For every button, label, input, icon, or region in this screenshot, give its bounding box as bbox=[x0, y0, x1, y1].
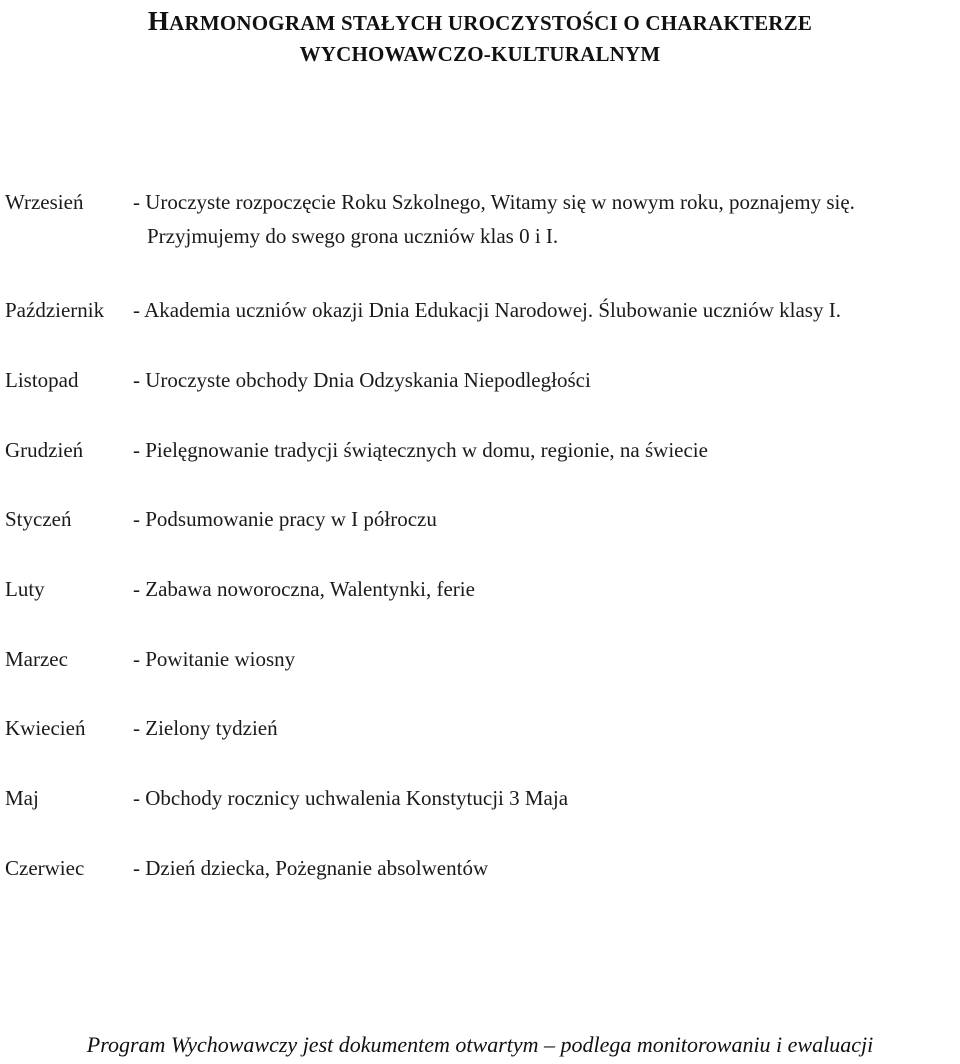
document-title-line-1 bbox=[0, 6, 960, 37]
month-label: Październik bbox=[5, 298, 105, 322]
month-label: Marzec bbox=[5, 647, 68, 671]
event-line: - Akademia uczniów okazji Dnia Edukacji Narodowej. Ślubowanie uczniów klasy I. bbox=[133, 298, 841, 322]
month-label: Maj bbox=[5, 786, 39, 810]
document-title-line-2: WYCHOWAWCZO-KULTURALNYM bbox=[299, 42, 661, 66]
event-text bbox=[133, 781, 955, 815]
event-text bbox=[133, 642, 955, 676]
month-label: Wrzesień bbox=[5, 190, 84, 214]
event-text bbox=[133, 293, 955, 327]
month-label: Grudzień bbox=[5, 438, 84, 462]
title-text-1: ARMONOGRAM STAŁYCH UROCZYSTOŚCI O CHARAKTERZE bbox=[169, 11, 813, 35]
event-line: - Powitanie wiosny bbox=[133, 647, 296, 671]
event-text bbox=[133, 502, 955, 536]
event-line: - Obchody rocznicy uchwalenia Konstytucji 3 Maja bbox=[133, 786, 569, 810]
event-line: - Podsumowanie pracy w I półroczu bbox=[133, 507, 437, 531]
event-line: - Pielęgnowanie tradycji świątecznych w domu, regionie, na świecie bbox=[133, 438, 708, 462]
event-line: - Zabawa noworoczna, Walentynki, ferie bbox=[133, 577, 475, 601]
month-label: Luty bbox=[5, 577, 45, 601]
event-text bbox=[133, 433, 955, 467]
event-line: Przyjmujemy do swego grona uczniów klas 0 i I. bbox=[147, 224, 559, 248]
footer-note: Program Wychowawczy jest dokumentem otwartym – podlega monitorowaniu i ewaluacji bbox=[86, 1032, 874, 1057]
event-line: - Uroczyste rozpoczęcie Roku Szkolnego, Witamy się w nowym roku, poznajemy się. bbox=[133, 190, 855, 214]
event-text bbox=[133, 711, 955, 745]
event-line: - Uroczyste obchody Dnia Odzyskania Niepodległości bbox=[133, 368, 591, 392]
month-label: Czerwiec bbox=[5, 856, 85, 880]
month-label: Kwiecień bbox=[5, 716, 86, 740]
event-line: - Zielony tydzień bbox=[133, 716, 278, 740]
event-text bbox=[133, 572, 955, 606]
month-label: Listopad bbox=[5, 368, 79, 392]
title-initial: H bbox=[147, 6, 170, 36]
event-text bbox=[133, 851, 955, 885]
event-text bbox=[133, 363, 955, 397]
event-line: - Dzień dziecka, Pożegnanie absolwentów bbox=[133, 856, 489, 880]
month-label: Styczeń bbox=[5, 507, 72, 531]
event-text bbox=[133, 185, 955, 253]
